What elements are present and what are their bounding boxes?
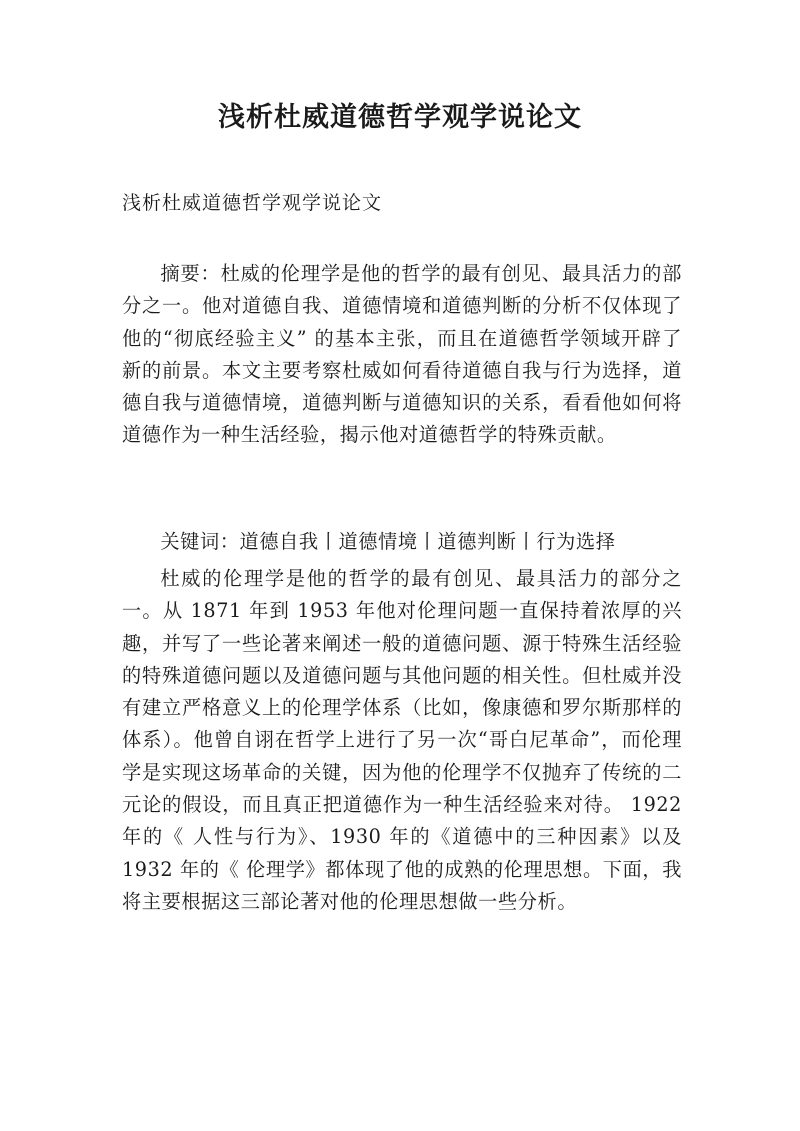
abstract-paragraph: 摘要：杜威的伦理学是他的哲学的最有创见、最具活力的部分之一。他对道德自我、道德情境和道德判断的分析不仅体现了他的“彻底经验主义” 的基本主张，而且在道德哲学领域开辟了新的前景。本文主要考察杜威如何看待道德自我与行为选择，道德自我与道德情境，道德判断与道德知识的关系，看看他如何将道德作为一种生活经验，揭示他对道德哲学的特殊贡献。 bbox=[122, 262, 682, 447]
keywords-line: 关键词：道德自我丨道德情境丨道德判断丨行为选择 bbox=[160, 530, 616, 553]
document-subtitle: 浅析杜威道德哲学观学说论文 bbox=[122, 192, 383, 214]
document-title: 浅析杜威道德哲学观学说论文 bbox=[218, 102, 582, 133]
main-paragraph: 杜威的伦理学是他的哲学的最有创见、最具活力的部分之一。从 1871 年到 1953 年他对伦理问题一直保持着浓厚的兴趣，并写了一些论著来阐述一般的道德问题、源于特殊生活经验的特殊道德问题以及道德问题与其他问题的相关性。但杜威并没有建立严格意义上的伦理学体系（比如，像康德和罗尔斯那样的体系）。他曾自诩在哲学上进行了另一次“哥白尼革命”，而伦理学是实现这场革命的关键，因为他的伦理学不仅抛弃了传统的二元论的假设，而且真正把道德作为一种生活经验来对待。 1922 年的《 人性与行为》、1930 年的《道德中的三种因素》以及 1932 年的《 伦理学》都体现了他的成熟的伦理思想。下面，我将主要根据这三部论著对他的伦理思想做一些分析。 bbox=[122, 567, 682, 913]
